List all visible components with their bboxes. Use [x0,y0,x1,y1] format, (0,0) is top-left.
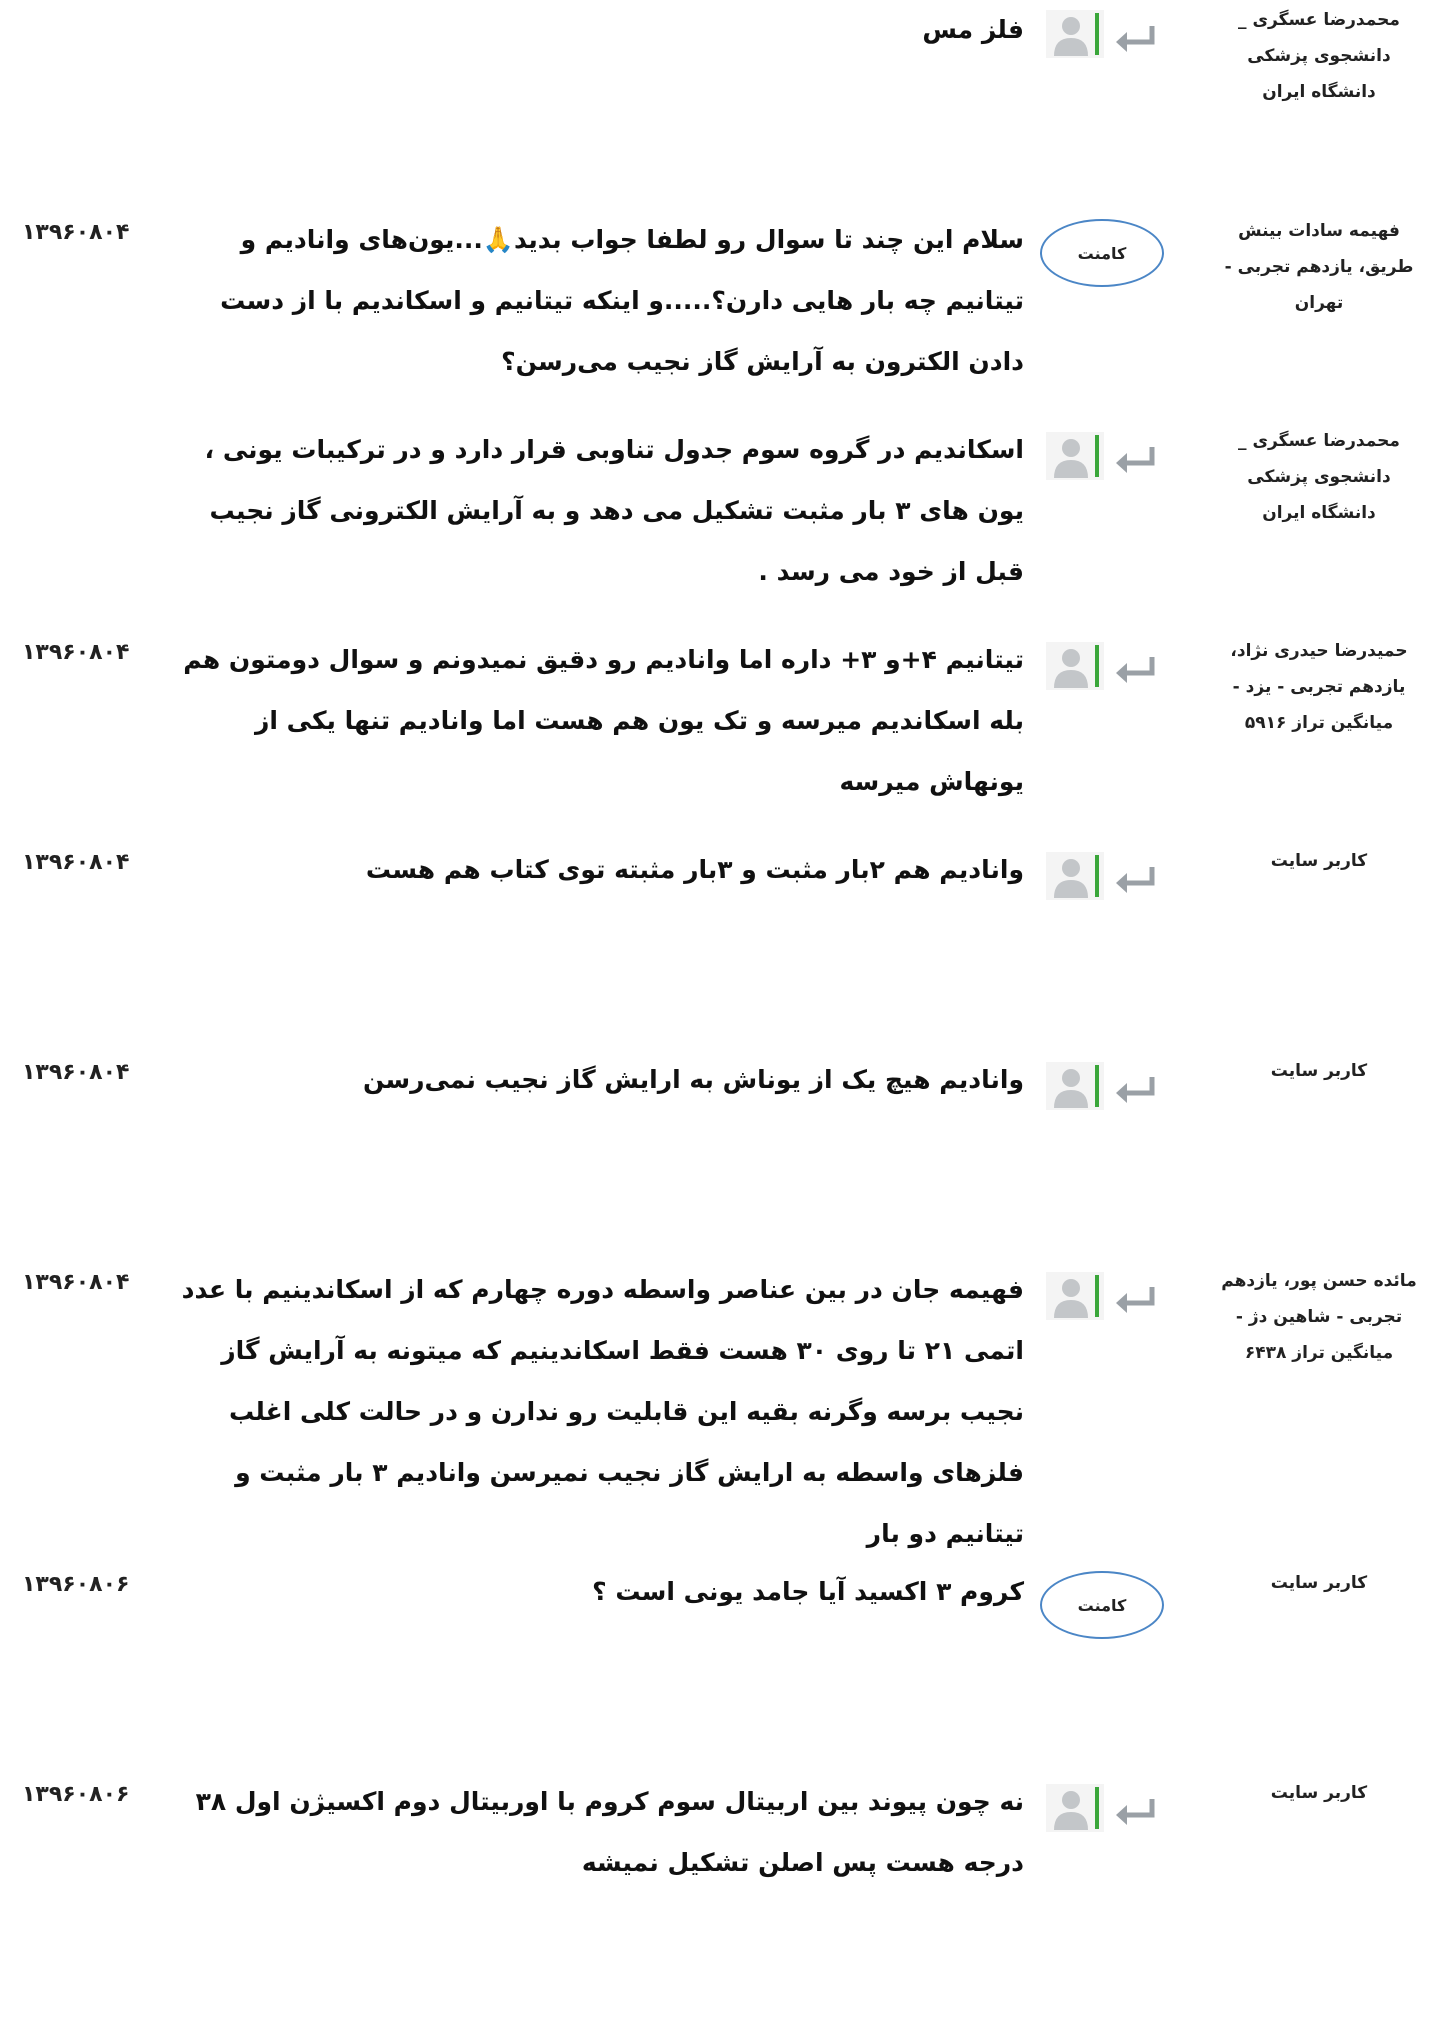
comment-text: وانادیم هم ۲بار مثبت و ۳بار مثبته توی کتاب هم هست [365,855,1024,884]
reply-arrow-icon[interactable] [1114,1285,1158,1315]
comment-date: ۱۳۹۶۰۸۰۴ [22,850,130,875]
reply-arrow-icon[interactable] [1114,445,1158,475]
comment-text: نه چون پیوند بین اربیتال سوم کروم با اوربیتال دوم اکسیژن اول ۳۸ درجه هست پس اصلن تشکیل نمیشه [195,1787,1024,1877]
comment-author: کاربر سایت [1270,1783,1368,1803]
avatar [1046,432,1104,480]
avatar [1046,1784,1104,1832]
comment-badge[interactable]: کامنت [1040,219,1164,287]
comment-text: فلز مس [922,15,1024,44]
comment-date: ۱۳۹۶۰۸۰۴ [22,1060,130,1085]
reply-arrow-icon[interactable] [1114,1797,1158,1827]
comment-text: فهیمه جان در بین عناصر واسطه دوره چهارم که از اسکاندینیم با عدد اتمی ۲۱ تا روی ۳۰ هست فقط اسکاندینیم که میتونه به آرایش گاز نجیب برسه وگرنه بقیه این قابلیت رو ندارن و در حالت کلی اغلب فلزهای واسطه به ارایش گاز نجیب نمیرسن وانادیم ۳ بار مثبت و تیتانیم دو بار [181,1275,1024,1548]
comment-badge[interactable]: کامنت [1040,1571,1164,1639]
comment-author: کاربر سایت [1270,851,1368,871]
avatar [1046,1062,1104,1110]
comment-text: تیتانیم ۴+و ۳+ داره اما وانادیم رو دقیق نمیدونم و سوال دومتون هم بله اسکاندیم میرسه و تک یون هم هست اما وانادیم تنها یکی از یونهاش میرسه [183,645,1024,796]
comment-text: وانادیم هیچ یک از یوناش به ارایش گاز نجیب نمی‌رسن [363,1065,1024,1094]
reply-arrow-icon[interactable] [1114,24,1158,54]
reply-arrow-icon[interactable] [1114,865,1158,895]
comment-date: ۱۳۹۶۰۸۰۴ [22,220,130,245]
reply-arrow-icon[interactable] [1114,655,1158,685]
comment-author: کاربر سایت [1270,1573,1368,1593]
avatar [1046,642,1104,690]
comment-author: کاربر سایت [1270,1061,1368,1081]
comment-date: ۱۳۹۶۰۸۰۶ [22,1782,130,1807]
comment-author: فهیمه سادات بینش طریق، یازدهم تجربی - تهران [1224,221,1414,313]
comment-text: کروم ۳ اکسید آیا جامد یونی است ؟ [592,1577,1024,1606]
comment-author: محمدرضا عسگری _ دانشجوی پزشکی دانشگاه ایران [1238,10,1400,102]
comment-date: ۱۳۹۶۰۸۰۶ [22,1572,130,1597]
avatar [1046,10,1104,58]
comment-date: ۱۳۹۶۰۸۰۴ [22,1270,130,1295]
comment-author: مائده حسن پور، یازدهم تجربی - شاهین دژ - میانگین تراز ۶۴۳۸ [1221,1271,1417,1363]
avatar [1046,852,1104,900]
reply-arrow-icon[interactable] [1114,1075,1158,1105]
comment-text: اسکاندیم در گروه سوم جدول تناوبی قرار دارد و در ترکیبات یونی ، یون های ۳ بار مثبت تشکیل می دهد و به آرایش الکترونی گاز نجیب قبل از خود می رسد . [204,435,1024,586]
comment-date: ۱۳۹۶۰۸۰۴ [22,640,130,665]
comment-text: سلام این چند تا سوال رو لطفا جواب بدید🙏...یون‌های وانادیم و تیتانیم چه بار هایی دارن؟.....و اینکه تیتانیم و اسکاندیم با از دست دادن الکترون به آرایش گاز نجیب می‌رسن؟ [220,225,1024,376]
comment-author: حمیدرضا حیدری نژاد، یازدهم تجربی - یزد - میانگین تراز ۵۹۱۶ [1230,641,1408,733]
comment-author: محمدرضا عسگری _ دانشجوی پزشکی دانشگاه ایران [1238,431,1400,523]
avatar [1046,1272,1104,1320]
